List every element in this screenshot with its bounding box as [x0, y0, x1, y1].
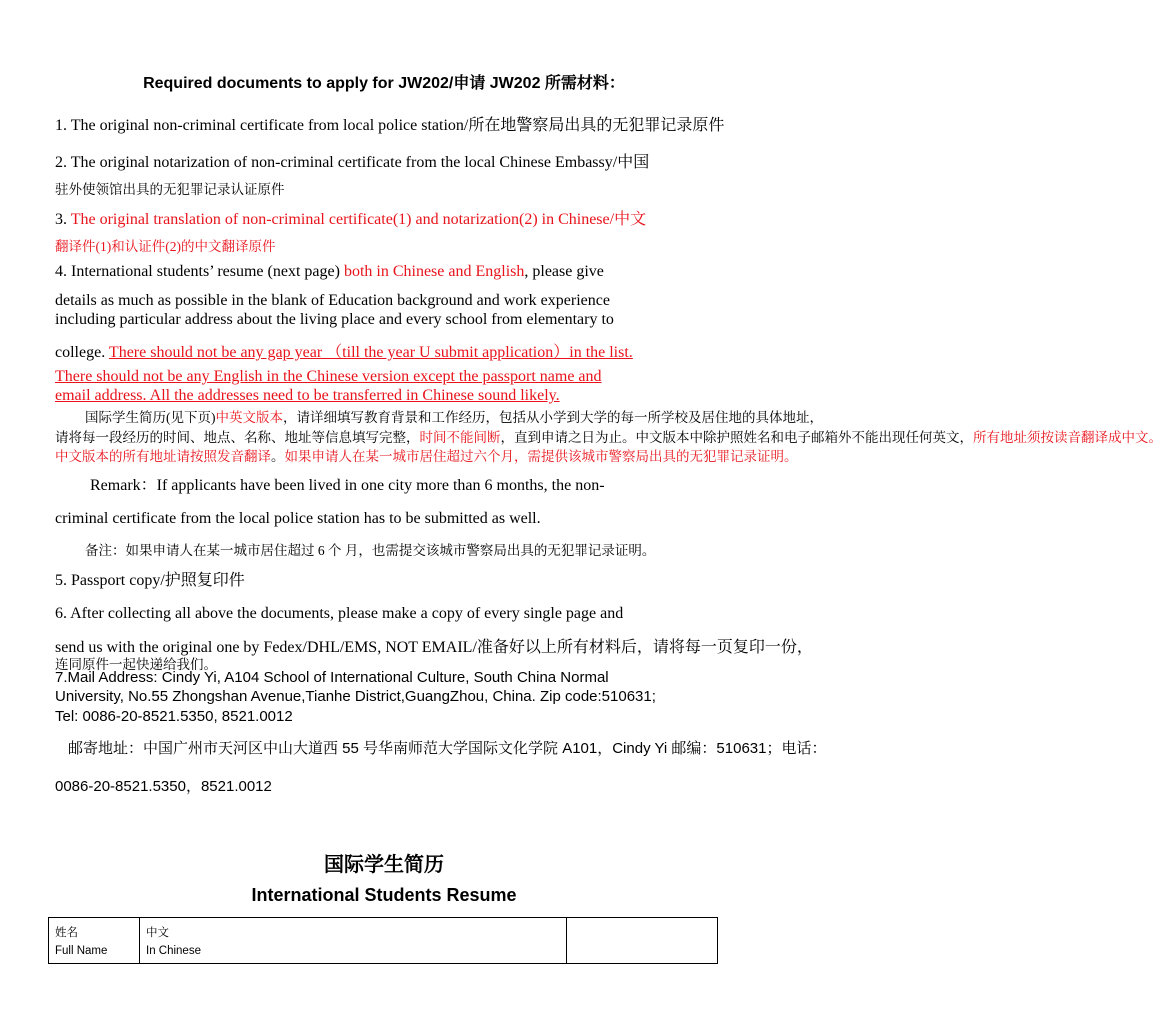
resume-title-chinese: 国际学生简历 — [324, 854, 444, 876]
item-5: 5. Passport copy/护照复印件 — [55, 572, 245, 589]
full-name-label-cell — [49, 918, 140, 964]
item-4-gap-year-note: There should not be any gap year （till the year U submit application）in the list. — [108, 344, 633, 361]
chinese-paragraph-1 — [85, 406, 823, 426]
chinese-address-line-2: 0086-20-8521.5350，8521.0012 — [55, 778, 272, 795]
remark-chinese: 备注：如果申请人在某一城市居住超过 6 个 月，也需提交该城市警察局出具的无犯罪记录证明。 — [85, 543, 656, 558]
photo-cell[interactable] — [567, 918, 718, 964]
remark-line-2: criminal certificate from the local police station has to be submitted as well. — [55, 510, 541, 527]
item-1: 1. The original non-criminal certificate from local police station/所在地警察局出具的无犯罪记录原件 — [55, 117, 725, 134]
cn-p1-a: 国际学生简历(见下页) — [85, 410, 216, 425]
chinese-address-line-1: 邮寄地址：中国广州市天河区中山大道西 55 号华南师范大学国际文化学院 A101，Cindy Yi 邮编：510631；电话： — [68, 740, 827, 757]
full-name-label-cn: 姓名 — [55, 927, 78, 939]
cn-p1-b: 中英文版本 — [215, 410, 283, 425]
mail-address-line-1: 7.Mail Address: Cindy Yi, A104 School of International Culture, South China Normal — [55, 669, 609, 686]
item-4-line-2: details as much as possible in the blank of Education background and work experience — [55, 292, 610, 309]
item-2-line-1: 2. The original notarization of non-criminal certificate from the local Chinese Embassy/中国 — [55, 154, 650, 171]
in-chinese-cell[interactable] — [140, 918, 567, 964]
item-3-number: 3. — [55, 211, 67, 228]
item-4-text-a: 4. International students’ resume (next page) — [55, 263, 340, 280]
item-4-text-b: , please give — [524, 263, 604, 280]
item-3-line-2: 翻译件(1)和认证件(2)的中文翻译原件 — [55, 239, 276, 254]
mail-address-line-2: University, No.55 Zhongshan Avenue,Tianhe District,GuangZhou, China. Zip code:510631; — [55, 688, 656, 705]
chinese-paragraph-2 — [55, 426, 1162, 446]
item-2-line-2: 驻外使领馆出具的无犯罪记录认证原件 — [55, 182, 285, 197]
item-4-line-3: including particular address about the living place and every school from elementary to — [55, 311, 614, 328]
cn-p2-a: 请将每一段经历的时间、地点、名称、地址等信息填写完整， — [55, 430, 420, 445]
resume-table — [48, 917, 718, 964]
cn-p1-c: ，请详细填写教育背景和工作经历，包括从小学到大学的每一所学校及居住地的具体地址， — [283, 410, 823, 425]
item-6-line-1: 6. After collecting all above the documents, please make a copy of every single page and — [55, 605, 624, 622]
item-4-english-note-2: email address. All the addresses need to be transferred in Chinese sound likely. — [55, 387, 560, 404]
item-6-line-3: 连同原件一起快递给我们。 — [55, 657, 217, 672]
in-chinese-label-cn: 中文 — [146, 927, 169, 939]
item-3-line-1 — [55, 206, 646, 229]
item-4-highlight: both in Chinese and English — [343, 263, 525, 280]
item-4-line-1 — [55, 263, 604, 281]
remark-line-1: Remark：If applicants have been lived in one city more than 6 months, the non- — [90, 477, 605, 494]
item-3-text: The original translation of non-criminal certificate(1) and notarization(2) in Chinese/中文 — [70, 211, 647, 228]
item-4-line-4 — [55, 339, 633, 362]
item-6-line-2: send us with the original one by Fedex/DHL/EMS, NOT EMAIL/准备好以上所有材料后，请将每一页复印一份， — [55, 639, 813, 656]
full-name-label-en: Full Name — [55, 945, 108, 957]
document-title: Required documents to apply for JW202/申请 JW202 所需材料： — [143, 75, 625, 92]
table-row — [49, 918, 718, 964]
cn-p3-b: 。 — [271, 449, 285, 464]
cn-p2-b: 时间不能间断 — [419, 430, 501, 445]
cn-p2-c: ，直到申请之日为止。中文版本中除护照姓名和电子邮箱外不能出现任何英文， — [500, 430, 973, 445]
in-chinese-label-en: In Chinese — [146, 945, 201, 957]
item-4-college: college. — [55, 344, 106, 361]
chinese-paragraph-3 — [55, 445, 798, 465]
mail-address-line-3: Tel: 0086-20-8521.5350, 8521.0012 — [55, 708, 293, 725]
resume-title-english: International Students Resume — [251, 885, 517, 905]
cn-p2-d: 所有地址须按读音翻译成中文。 — [973, 430, 1162, 445]
cn-p3-a: 中文版本的所有地址请按照发音翻译 — [55, 449, 271, 464]
item-4-english-note-1: There should not be any English in the Chinese version except the passport name and — [55, 368, 602, 385]
cn-p3-c: 如果申请人在某一城市居住超过六个月，需提供该城市警察局出具的无犯罪记录证明。 — [284, 449, 798, 464]
